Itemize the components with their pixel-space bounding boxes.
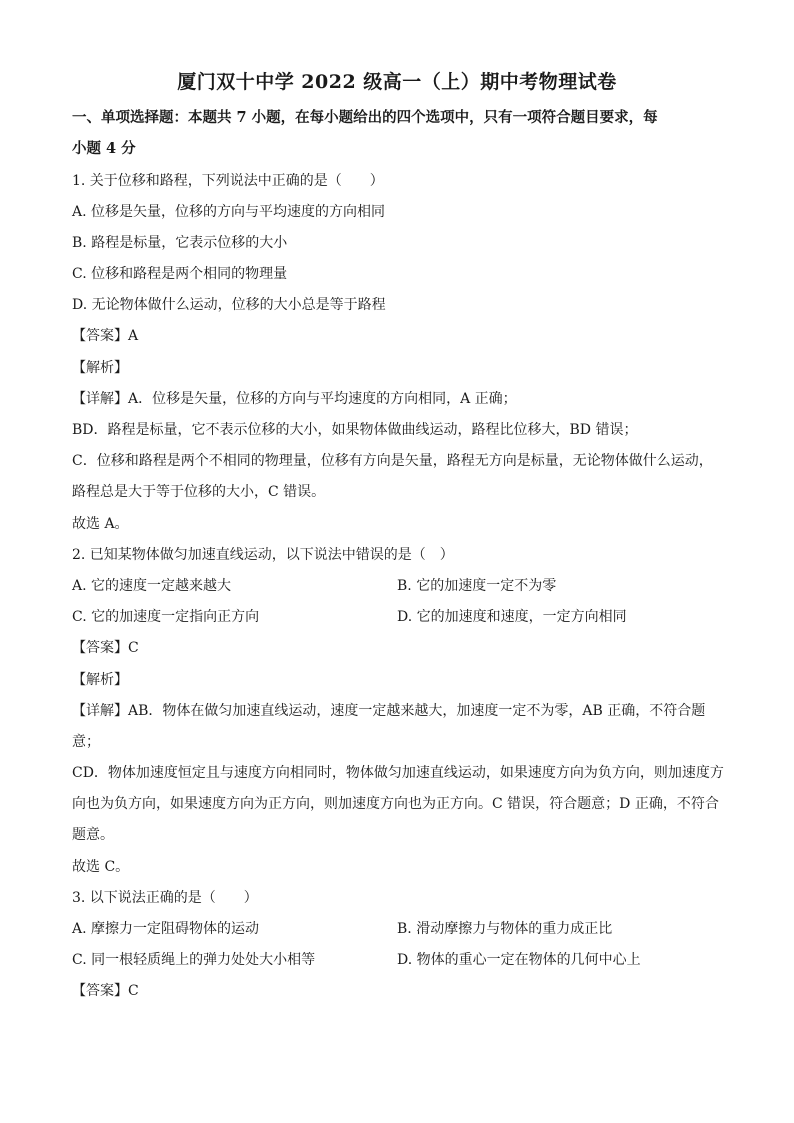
- q3-option-d: D. 物体的重心一定在物体的几何中心上: [397, 952, 641, 968]
- q1-detail-2: BD．路程是标量，它不表示位移的大小，如果物体做曲线运动，路程比位移大，BD 错误；: [72, 422, 638, 438]
- q1-option-b: B. 路程是标量，它表示位移的大小: [72, 235, 288, 251]
- q3-option-c: C. 同一根轻质绳上的弹力处处大小相等: [72, 952, 316, 968]
- q2-detail-4: 向也为负方向，如果速度方向为正方向，则加速度方向也为正方向。C 错误，符合题意；D 正确，不符合: [72, 796, 719, 812]
- q3-answer: 【答案】C: [72, 983, 139, 999]
- section-heading-cont: 小题 4 分: [72, 140, 136, 157]
- q1-detail-4: 路程总是大于等于位移的大小，C 错误。: [72, 484, 326, 500]
- q2-conclusion: 故选 C。: [72, 859, 130, 875]
- q2-option-a: A. 它的速度一定越来越大: [72, 578, 232, 594]
- q1-option-a: A. 位移是矢量，位移的方向与平均速度的方向相同: [72, 204, 386, 220]
- q1-detail-1: 【详解】A．位移是矢量，位移的方向与平均速度的方向相同，A 正确；: [72, 391, 517, 407]
- q2-stem: 2. 已知某物体做匀加速直线运动，以下说法中错误的是（ ）: [72, 547, 454, 563]
- q2-option-b: B. 它的加速度一定不为零: [397, 578, 557, 594]
- q1-answer: 【答案】A: [72, 328, 139, 344]
- q2-detail-1: 【详解】AB．物体在做匀加速直线运动，速度一定越来越大，加速度一定不为零，AB 正确，不符合题: [72, 703, 706, 719]
- q2-answer: 【答案】C: [72, 640, 139, 656]
- section-heading: 一、单项选择题：本题共 7 小题，在每小题给出的四个选项中，只有一项符合题目要求，每: [72, 109, 658, 126]
- q3-option-b: B. 滑动摩擦力与物体的重力成正比: [397, 921, 613, 937]
- q2-option-c: C. 它的加速度一定指向正方向: [72, 609, 260, 625]
- q2-detail-3: CD．物体加速度恒定且与速度方向相同时，物体做匀加速直线运动，如果速度方向为负方向，则加速度方: [72, 765, 724, 781]
- q3-option-a: A. 摩擦力一定阻碍物体的运动: [72, 921, 260, 937]
- q1-conclusion: 故选 A。: [72, 516, 129, 532]
- q1-option-c: C. 位移和路程是两个相同的物理量: [72, 266, 288, 282]
- q3-stem: 3. 以下说法正确的是（ ）: [72, 890, 258, 906]
- q2-detail-5: 题意。: [72, 827, 114, 843]
- q1-option-d: D. 无论物体做什么运动，位移的大小总是等于路程: [72, 297, 386, 313]
- q2-analysis-label: 【解析】: [72, 672, 128, 688]
- exam-title: 厦门双十中学 2022 级高一（上）期中考物理试卷: [177, 71, 617, 93]
- q2-detail-2: 意；: [72, 734, 100, 750]
- q1-stem: 1. 关于位移和路程，下列说法中正确的是（ ）: [72, 173, 384, 189]
- q1-detail-3: C．位移和路程是两个不相同的物理量，位移有方向是矢量，路程无方向是标量，无论物体做什么运动，: [72, 453, 713, 469]
- q1-analysis-label: 【解析】: [72, 360, 128, 376]
- q2-option-d: D. 它的加速度和速度，一定方向相同: [397, 609, 627, 625]
